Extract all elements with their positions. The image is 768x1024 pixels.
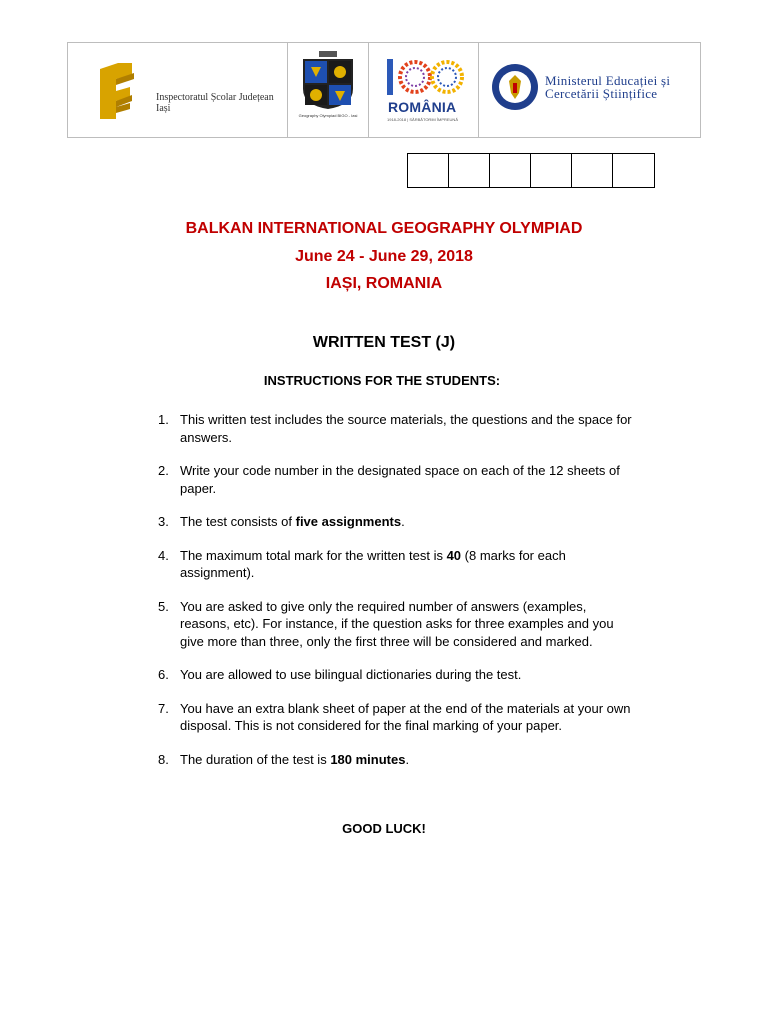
instruction-text-run: Write your code number in the designated space on each of the 12 sheets of paper. <box>180 463 620 496</box>
isj-name-line1: Inspectoratul Școlar Județean <box>156 92 274 103</box>
instruction-emphasis: 40 <box>446 547 462 563</box>
romania-centenary-cell <box>369 43 479 137</box>
code-box[interactable] <box>531 154 572 187</box>
instruction-text <box>180 513 638 531</box>
instruction-text-run: The duration of the test is <box>180 751 331 767</box>
test-name: WRITTEN TEST (J) <box>312 334 456 351</box>
instruction-text <box>180 547 638 582</box>
romania-wordmark: ROMÂNIA <box>388 99 457 115</box>
ministry-name-line2: Cercetării Științifice <box>545 86 658 101</box>
instruction-text-run: You have an extra blank sheet of paper at the end of the materials at your own disposal. This is not considered for the final marking of your paper. <box>180 700 631 733</box>
code-box[interactable] <box>449 154 490 187</box>
closing-message: GOOD LUCK! <box>342 821 426 836</box>
instruction-text-run: The maximum total mark for the written test is <box>180 547 447 563</box>
instruction-number: 5. <box>158 598 169 614</box>
instructions-heading: INSTRUCTIONS FOR THE STUDENTS: <box>263 373 501 388</box>
isj-name <box>156 92 274 114</box>
centenary-100-icon <box>383 55 467 99</box>
instruction-text <box>180 700 638 735</box>
instruction-item <box>158 666 638 684</box>
instruction-text-run: . <box>405 751 410 767</box>
olympiad-title: BALKAN INTERNATIONAL GEOGRAPHY OLYMPIAD <box>185 220 583 237</box>
crest-caption: Geography Olympiad BIGO - Iasi <box>298 113 358 118</box>
ministry-name-line1: Ministerul Educației și <box>545 73 671 88</box>
government-seal-icon <box>491 63 539 111</box>
code-box[interactable] <box>572 154 613 187</box>
instruction-item <box>158 598 638 651</box>
romania-tagline: 1918-2018 | SĂRBĂTORIM ÎMPREUNĂ <box>387 117 458 122</box>
ministry-cell <box>479 43 700 137</box>
isj-logo-cell <box>68 43 288 137</box>
instruction-item <box>158 700 638 735</box>
crest-cell <box>288 43 369 137</box>
instruction-number: 4. <box>158 547 169 563</box>
instruction-number: 7. <box>158 700 169 716</box>
instruction-item <box>158 751 638 769</box>
logo-header <box>67 42 701 138</box>
instruction-text <box>180 751 638 769</box>
instruction-text-run: (8 marks for each assignment). <box>180 547 566 580</box>
coat-of-arms-icon <box>301 49 355 111</box>
instruction-number: 2. <box>158 463 169 478</box>
instruction-text <box>180 411 638 446</box>
instruction-text-run: . <box>401 514 405 529</box>
instruction-number: 3. <box>158 514 169 529</box>
instruction-item <box>158 462 638 497</box>
instruction-number: 1. <box>158 412 169 427</box>
isj-book-icon <box>94 61 138 121</box>
instruction-item <box>158 547 638 582</box>
instruction-text <box>180 462 638 497</box>
code-box[interactable] <box>408 154 449 187</box>
instruction-text <box>180 598 638 651</box>
isj-name-line2: Iași <box>156 103 171 114</box>
instruction-number: 6. <box>158 667 169 682</box>
instruction-number: 8. <box>158 751 169 767</box>
instruction-text-run: You are asked to give only the required number of answers (examples, reasons, etc). For instance, if the question asks for three examples and you give more than three, only the first three will be considered and marked. <box>180 598 614 649</box>
instruction-emphasis: five assignments <box>295 514 402 529</box>
ministry-name <box>545 74 670 100</box>
code-number-boxes <box>407 153 655 188</box>
instruction-text <box>180 666 638 684</box>
instructions-list <box>158 411 638 784</box>
instruction-emphasis: 180 minutes <box>330 751 406 767</box>
instruction-item <box>158 513 638 531</box>
instruction-text-run: This written test includes the source materials, the questions and the space for answers. <box>180 412 632 445</box>
olympiad-dates: June 24 - June 29, 2018 <box>295 248 473 265</box>
instruction-text-run: The test consists of <box>180 514 296 529</box>
code-box[interactable] <box>613 154 654 187</box>
code-box[interactable] <box>490 154 531 187</box>
instruction-item <box>158 411 638 446</box>
olympiad-location: IAȘI, ROMANIA <box>325 275 443 292</box>
instruction-text-run: You are allowed to use bilingual dictionaries during the test. <box>180 667 522 682</box>
